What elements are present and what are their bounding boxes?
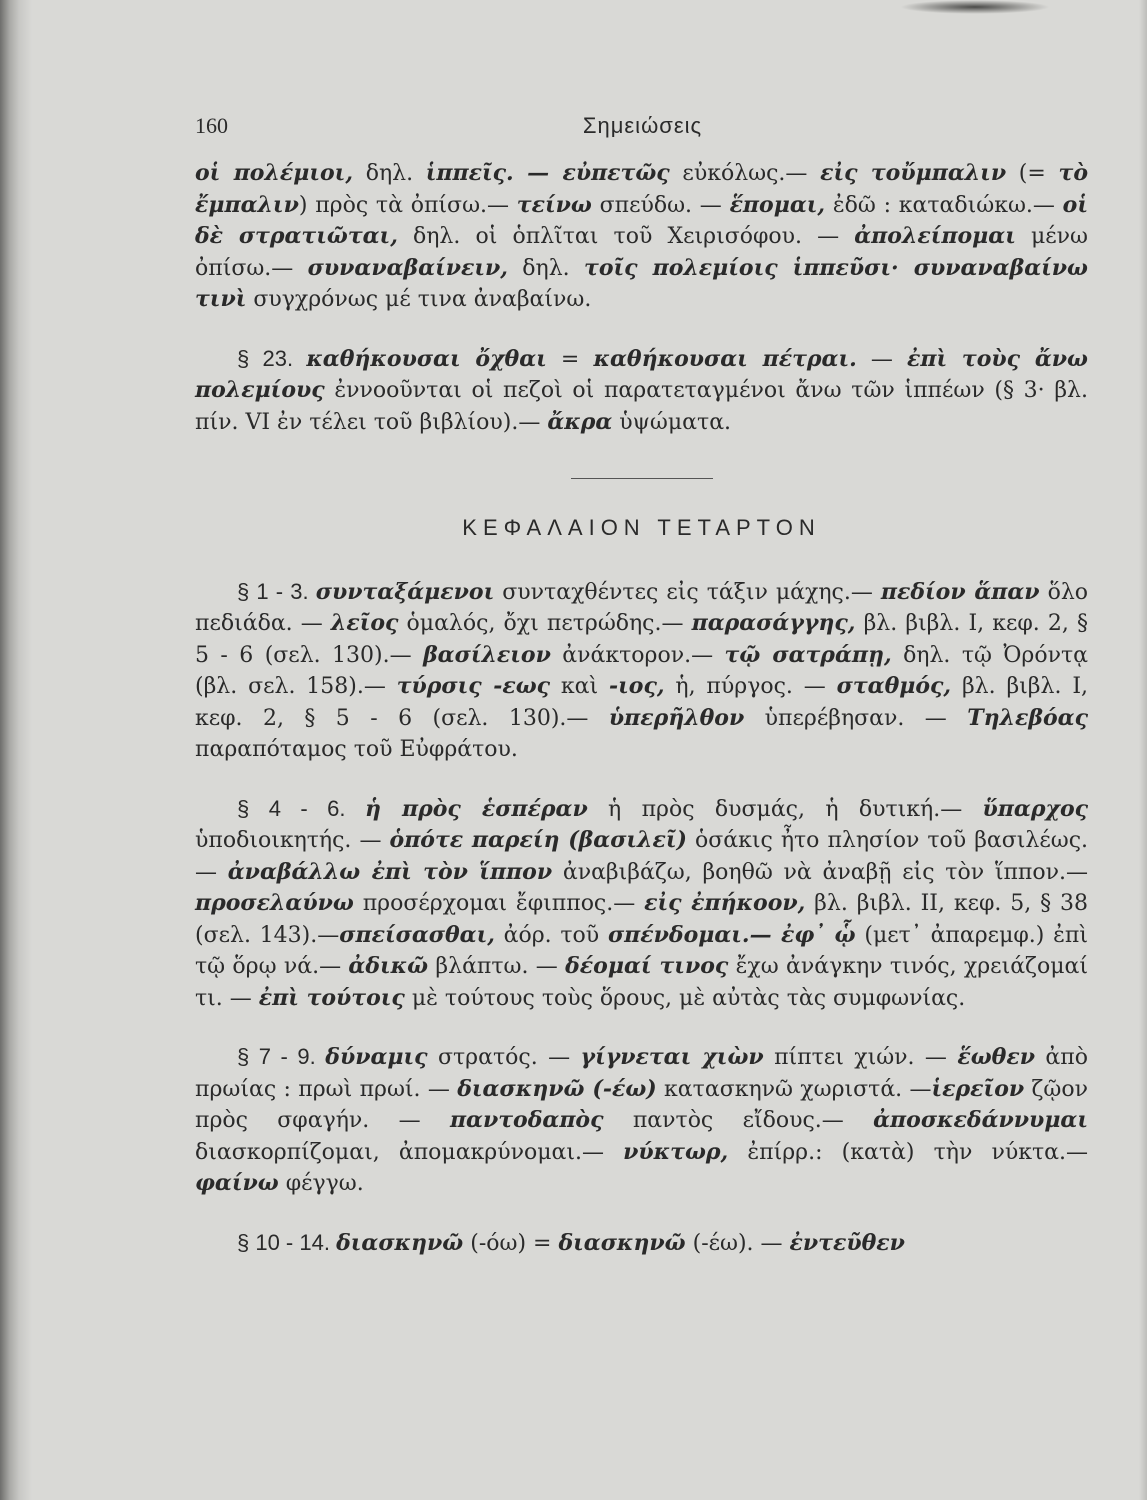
headword: ἀπολείπομαι — [854, 223, 1016, 249]
headword: ἐντεῦθεν — [789, 1229, 905, 1256]
headword: καθήκουσαι ὄχθαι — [306, 345, 547, 372]
headword: ἱερεῖον — [931, 1075, 1025, 1102]
headword: τοῖς πολεμίοις ἱππεῦσι· συναναβαίνω τινὶ — [195, 254, 1088, 312]
gloss-text: βλ. βιβλ. II, κεφ. 5, § 38 (σελ. 143).— — [195, 891, 1088, 948]
headword: τὸ ἔμπαλιν — [195, 160, 1088, 218]
gloss-text: (= — [1006, 161, 1059, 186]
headword: σπείσασθαι, — [339, 921, 495, 948]
headword: διασκηνῶ — [336, 1229, 464, 1256]
headword: γίγνεται χιὼν — [580, 1044, 764, 1070]
section-number: § 4 - 6. — [237, 795, 365, 821]
headword: ἀδικῶ — [348, 953, 429, 979]
headword: καθήκουσαι πέτραι. — [593, 345, 857, 372]
headword: Τηλεβόας — [967, 704, 1088, 731]
headword: προσελαύνω — [195, 890, 354, 916]
gloss-text: ἡ πρὸς δυσμάς, ἡ δυτική.— — [587, 796, 983, 822]
headword: -ιος, — [609, 673, 665, 699]
gloss-text: πίπτει χιών. — — [763, 1045, 958, 1070]
gloss-text: βλ. βιβλ. I, κεφ. 2, § 5 - 6 (σελ. 130).— — [195, 674, 1089, 731]
gloss-text: ) πρὸς τὰ ὀπίσω.— — [298, 192, 517, 218]
gloss-text: συνταχθέντες εἰς τάξιν μάχης.— — [494, 579, 881, 605]
gloss-text: (-έω). — — [685, 1230, 790, 1256]
headword: ἱππεῖς. — εὐπετῶς — [425, 160, 670, 186]
book-spine-shadow — [0, 0, 32, 1500]
gloss-text: μένω ὀπίσω.— — [195, 224, 1088, 281]
gloss-text: δηλ. — [353, 161, 426, 186]
headword: διασκηνῶ (-έω) — [457, 1075, 657, 1102]
gloss-text: ὑποδιοικητής. — — [195, 828, 390, 853]
gloss-text: — — [856, 346, 907, 372]
gloss-text: στρατός. — — [427, 1045, 581, 1070]
paragraph-2 — [195, 343, 1088, 439]
gloss-text: σπεύδω. — — [591, 192, 730, 218]
headword: εἰς ἐπήκοον, — [644, 890, 806, 916]
headword: δέομαί τινος — [565, 953, 729, 979]
gloss-text: ὁμαλός, ὄχι πετρώδης.— — [398, 611, 692, 636]
gloss-text: εὐκόλως.— — [669, 161, 821, 186]
gloss-text: προσέρχομαι ἔφιππος.— — [353, 891, 645, 916]
headword: ἄκρα — [547, 408, 613, 435]
page-number: 160 — [195, 113, 228, 138]
paragraph-3 — [195, 576, 1088, 766]
gloss-text: ὑψώματα. — [612, 409, 732, 435]
headword: ἀναβάλλω ἐπὶ τὸν ἵππον — [227, 858, 553, 885]
running-head: Σημειώσεις — [582, 113, 703, 138]
section-number: § 7 - 9. — [237, 1044, 326, 1069]
headword: εἰς τοὔμπαλιν — [820, 160, 1007, 186]
page-header — [195, 113, 1090, 143]
headword: οἱ δὲ στρατιῶται, — [195, 191, 1088, 249]
headword: τείνω — [516, 191, 592, 218]
headword: πεδίον ἅπαν — [880, 578, 1040, 605]
gloss-text: ὅλο πεδιάδα. — — [195, 579, 1089, 636]
gloss-text: συγχρόνως μέ τινα ἀναβαίνω. — [246, 287, 592, 312]
gloss-text: ἀόρ. τοῦ — [494, 922, 608, 948]
headword: σταθμός, — [836, 673, 952, 699]
paragraph-5 — [195, 1041, 1088, 1200]
gloss-text: (-όω) = — [463, 1230, 559, 1256]
gloss-text: δηλ. οἱ ὁπλῖται τοῦ Χειρισόφου. — — [397, 224, 855, 249]
gloss-text: (μετ᾽ ἀπαρεμφ.) ἐπὶ τῷ ὅρῳ νά.— — [195, 922, 1088, 979]
gloss-text: παραπόταμος τοῦ Εὐφράτου. — [195, 737, 518, 762]
gloss-text: ἐπίρρ.: (κατὰ) τὴν νύκτα.— — [728, 1139, 1088, 1165]
paragraph-4 — [195, 793, 1088, 1015]
gloss-text: ἐννοοῦνται οἱ πεζοὶ οἱ παρατεταγμένοι ἄνω τῶν ἱππέων (§ 3· βλ. πίν. VI ἐν τέλει τοῦ βιβλίου).— — [195, 378, 1088, 435]
headword: δύναμις — [325, 1044, 428, 1070]
section-number: § 1 - 3. — [237, 578, 316, 604]
headword: ἐπὶ τούτοις — [258, 984, 405, 1011]
gloss-text: ἔχω ἀνάγκην τινός, χρειάζομαί τι. — — [195, 954, 1088, 1011]
gloss-text: βλάπτω. — — [428, 954, 566, 979]
gloss-text: κατασκηνῶ χωριστά. — — [656, 1076, 932, 1102]
gloss-text: ἐδῶ : καταδιώκω.— — [825, 192, 1063, 218]
headword: φαίνω — [195, 1170, 279, 1196]
gloss-text: ὁσάκις ἦτο πλησίον τοῦ βασιλέως.— — [195, 828, 1089, 885]
headword: συνταξάμενοι — [315, 578, 495, 605]
headword: τῷ σατράπῃ, — [724, 641, 892, 668]
headword: συναναβαίνειν, — [307, 254, 508, 281]
headword: ἀποσκεδάννυμαι — [873, 1107, 1088, 1133]
section-number: § 23. — [237, 345, 307, 371]
gloss-text: ζῷον πρὸς σφαγήν. — — [195, 1076, 1088, 1133]
headword: τύρσις -εως — [396, 673, 551, 699]
paragraph-1 — [195, 158, 1088, 316]
headword: παρασάγγης, — [691, 610, 856, 636]
headword: διασκηνῶ — [558, 1229, 686, 1256]
gloss-text: βλ. βιβλ. I, κεφ. 2, § 5 - 6 (σελ. 130).— — [195, 611, 1088, 668]
headword: σπένδομαι.— ἐφ᾽ ᾧ — [607, 921, 856, 948]
chapter-title: ΚΕΦΑΛΑΙΟΝ ΤΕΤΑΡΤΟΝ — [462, 515, 821, 540]
top-edge-shadow — [900, 0, 1050, 14]
paragraph-6 — [195, 1227, 1088, 1260]
headword: ἕπομαι, — [729, 191, 826, 218]
gloss-text: ἡ, πύργος. — — [664, 674, 837, 699]
page-body — [195, 158, 1088, 1259]
headword: ἡ πρὸς ἑσπέραν — [365, 795, 588, 822]
right-page-edge — [1139, 0, 1147, 1500]
gloss-text: δηλ. — [507, 255, 585, 281]
gloss-text: ἀναβιβάζω, βοηθῶ νὰ ἀναβῇ εἰς τὸν ἵππον.— — [552, 859, 1088, 885]
gloss-text: δηλ. τῷ Ὀρόντᾳ (βλ. σελ. 158).— — [195, 642, 1089, 699]
gloss-text: παντὸς εἴδους.— — [603, 1108, 874, 1133]
headword: ἕωθεν — [957, 1044, 1035, 1070]
headword: ἐπὶ τοὺς ἄνω πολεμίους — [195, 345, 1088, 403]
headword: οἱ πολέμιοι, — [195, 160, 353, 186]
headword: λεῖος — [330, 610, 399, 636]
gloss-text: ἀνάκτορον.— — [550, 642, 725, 668]
headword: ὕπαρχος — [982, 795, 1089, 822]
gloss-text: μὲ τούτους τοὺς ὅρους, μὲ αὐτὰς τὰς συμφωνίας. — [404, 985, 966, 1011]
gloss-text: διασκορπίζομαι, ἀπομακρύνομαι.— — [195, 1139, 624, 1165]
headword: ὁπότε παρείη (βασιλεῖ) — [389, 827, 687, 853]
gloss-text: καὶ — [550, 674, 610, 699]
headword: νύκτωρ, — [623, 1138, 729, 1165]
gloss-text: = — [546, 346, 594, 372]
section-divider — [571, 478, 713, 479]
headword: βασίλειον — [423, 641, 551, 668]
section-number: § 10 - 14. — [237, 1229, 337, 1255]
headword: ὑπερῆλθον — [608, 704, 745, 731]
headword: παντοδαπὸς — [449, 1107, 604, 1133]
gloss-text: ἀπὸ πρωίας : πρωὶ πρωί. — — [195, 1045, 1088, 1102]
gloss-text: ὑπερέβησαν. — — [744, 705, 968, 731]
gloss-text: φέγγω. — [278, 1171, 364, 1196]
